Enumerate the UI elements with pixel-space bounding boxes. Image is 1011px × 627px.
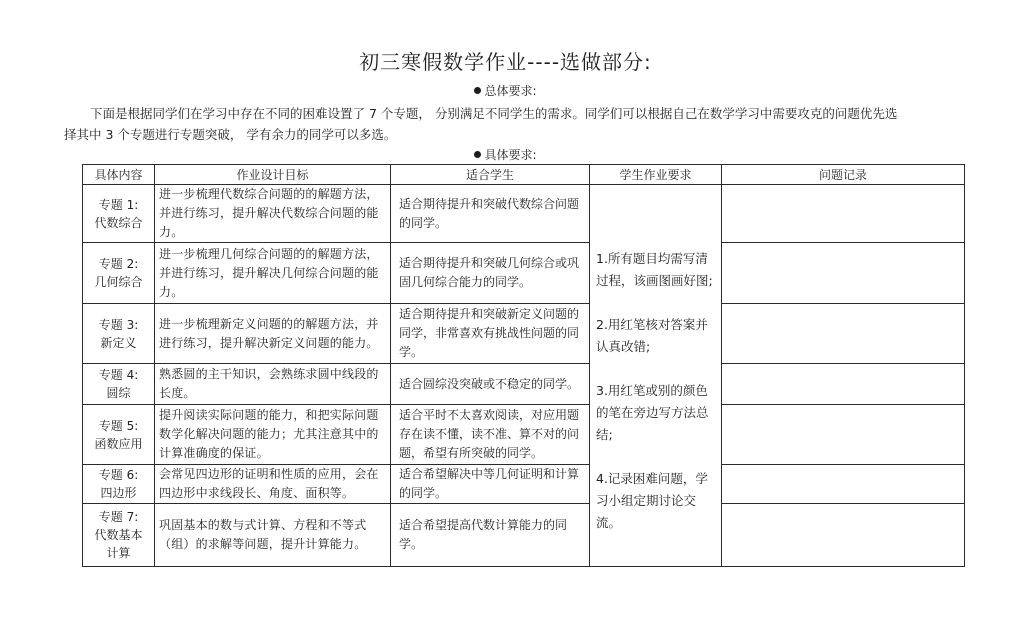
student-requirements-cell: [590, 185, 722, 567]
overall-heading-text: 总体要求:: [484, 84, 537, 98]
goal-cell: 进一步梳理新定义问题的的解题方法，并进行练习，提升解决新定义问题的能力。: [155, 304, 391, 364]
bullet-icon: [474, 151, 481, 158]
suitable-cell: 适合希望提高代数计算能力的同学。: [391, 504, 590, 567]
notes-cell[interactable]: [722, 243, 965, 304]
notes-cell[interactable]: [722, 364, 965, 405]
topic-name: 圆综: [106, 386, 131, 400]
goal-cell: 进一步梳理几何综合问题的的解题方法，并进行练习，提升解决几何综合问题的能力。: [155, 243, 391, 304]
intro-line-1: 下面是根据同学们在学习中存在不同的困难设置了 7 个专题， 分别满足不同学生的需求。同学们可以根据自己在数学学习中需要攻克的问题优先选: [90, 106, 898, 121]
topic-name: 代数基本: [94, 528, 143, 542]
intro-paragraph: [64, 103, 956, 145]
requirement-item: 4.记录困难问题，学习小组定期讨论交流。: [596, 470, 708, 530]
header-content: 具体内容: [83, 165, 155, 185]
topic-number: 专题 6:: [98, 468, 139, 482]
topic-cell: [83, 364, 155, 405]
goal-cell: 巩固基本的数与式计算、方程和不等式（组）的求解等问题，提升计算能力。: [155, 504, 391, 567]
goal-cell: 进一步梳理代数综合问题的的解题方法，并进行练习，提升解决代数综合问题的能力。: [155, 185, 391, 243]
suitable-cell: 适合期待提升和突破新定义问题的同学，非常喜欢有挑战性问题的同学。: [391, 304, 590, 364]
suitable-cell: 适合期待提升和突破几何综合或巩固几何综合能力的同学。: [391, 243, 590, 304]
topic-number: 专题 4:: [98, 368, 139, 382]
page-title: 初三寒假数学作业----选做部分:: [359, 50, 652, 74]
bullet-icon: [474, 87, 481, 94]
notes-cell[interactable]: [722, 504, 965, 567]
requirement-item: 1.所有题目均需写清过程，该画图画好图;: [596, 250, 713, 288]
table-row: [83, 243, 965, 304]
table-row: [83, 304, 965, 364]
notes-cell[interactable]: [722, 185, 965, 243]
topic-name: 新定义: [100, 335, 137, 350]
table-row: [83, 405, 965, 465]
notes-cell[interactable]: [722, 465, 965, 504]
table-row: [83, 185, 965, 243]
topic-name: 代数综合: [94, 215, 143, 230]
table-header-row: [83, 165, 965, 185]
topic-cell: [83, 304, 155, 364]
notes-cell[interactable]: [722, 405, 965, 465]
topic-name-cont: 计算: [106, 546, 131, 560]
suitable-cell: 适合平时不太喜欢阅读，对应用题存在读不懂，读不准、算不对的问题，希望有所突破的同学。: [391, 405, 590, 465]
topic-number: 专题 1:: [98, 197, 139, 212]
header-suitable: 适合学生: [391, 165, 590, 185]
topic-cell: [83, 465, 155, 504]
table-row: [83, 364, 965, 405]
topic-cell: [83, 504, 155, 567]
topic-cell: [83, 185, 155, 243]
suitable-cell: 适合圆综没突破或不稳定的同学。: [391, 364, 590, 405]
topic-number: 专题 2:: [98, 257, 139, 271]
specific-heading-text: 具体要求:: [484, 148, 537, 162]
requirements-table: [82, 164, 965, 567]
intro-line-2: 择其中 3 个专题进行专题突破， 学有余力的同学可以多选。: [64, 127, 397, 142]
suitable-cell: 适合希望解决中等几何证明和计算的同学。: [391, 465, 590, 504]
goal-cell: 提升阅读实际问题的能力，和把实际问题数学化解决问题的能力；尤其注意其中的计算准确度的保证。: [155, 405, 391, 465]
topic-name: 函数应用: [94, 436, 143, 451]
topic-name: 四边形: [100, 486, 137, 500]
topic-cell: [83, 405, 155, 465]
topic-number: 专题 7:: [98, 510, 139, 524]
topic-name: 几何综合: [94, 275, 143, 289]
notes-cell[interactable]: [722, 304, 965, 364]
topic-cell: [83, 243, 155, 304]
table-row: [83, 465, 965, 504]
overall-requirements-heading: [0, 82, 1011, 99]
table-row: [83, 504, 965, 567]
header-notes: 问题记录: [722, 165, 965, 185]
header-goal: 作业设计目标: [155, 165, 391, 185]
requirement-item: 2.用红笔核对答案并认真改错;: [596, 316, 708, 354]
topic-number: 专题 5:: [98, 418, 139, 433]
topic-number: 专题 3:: [98, 317, 139, 332]
suitable-cell: 适合期待提升和突破代数综合问题的同学。: [391, 185, 590, 243]
specific-requirements-heading: [0, 146, 1011, 163]
goal-cell: 会常见四边形的证明和性质的应用，会在四边形中求线段长、角度、面积等。: [155, 465, 391, 504]
requirement-item: 3.用红笔或别的颜色的笔在旁边写方法总结;: [596, 382, 709, 442]
goal-cell: 熟悉圆的主干知识，会熟练求圆中线段的长度。: [155, 364, 391, 405]
header-requirements: 学生作业要求: [590, 165, 722, 185]
